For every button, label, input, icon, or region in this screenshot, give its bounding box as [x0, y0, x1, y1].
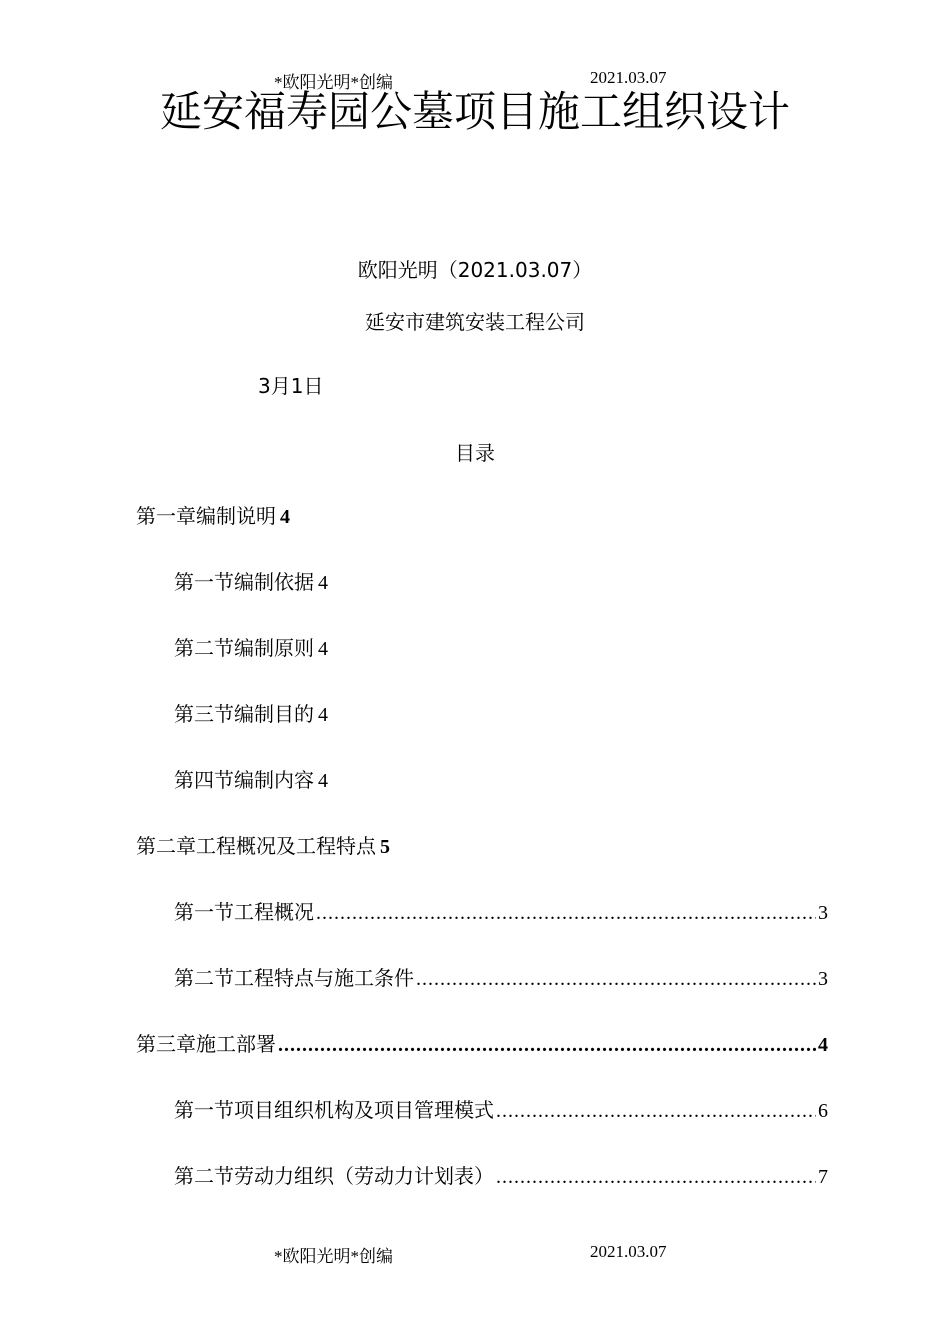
toc-dot-leader	[496, 1162, 816, 1192]
toc-page-number: 4	[318, 770, 328, 792]
toc-entry[interactable]	[136, 1029, 828, 1060]
toc-entry-label: 第三节编制目的	[174, 702, 314, 726]
toc-entry[interactable]	[136, 831, 390, 862]
toc-page-number: 4	[318, 704, 328, 726]
header-author: *欧阳光明*创编	[274, 73, 393, 92]
toc-entry-label: 第二章工程概况及工程特点	[136, 834, 376, 858]
toc-title: 目录	[455, 441, 495, 465]
toc-entry-label: 第四节编制内容	[174, 768, 314, 792]
toc-entry-label: 第二节编制原则	[174, 636, 314, 660]
toc-entry[interactable]	[174, 1095, 828, 1126]
toc-page-number: 3	[818, 968, 828, 990]
toc-page-number: 3	[818, 902, 828, 924]
toc-dot-leader	[316, 898, 816, 928]
toc-dot-leader	[496, 1096, 816, 1126]
toc-entry[interactable]	[174, 633, 328, 664]
toc-page-number: 4	[318, 638, 328, 660]
toc-page-number: 4	[318, 572, 328, 594]
footer-date: 2021.03.07	[590, 1242, 667, 1261]
toc-entry[interactable]	[174, 963, 828, 994]
toc-entry[interactable]	[174, 765, 328, 796]
header-date: 2021.03.07	[590, 68, 667, 87]
toc-dot-leader	[416, 964, 816, 994]
toc-dot-leader	[278, 1030, 816, 1060]
toc-page-number: 5	[380, 836, 390, 858]
toc-entry-label: 第一节项目组织机构及项目管理模式	[174, 1098, 494, 1122]
toc-entry-label: 第一章编制说明	[136, 504, 276, 528]
author-line: 欧阳光明（2021.03.07）	[357, 258, 593, 282]
toc-entry-label: 第二节工程特点与施工条件	[174, 966, 414, 990]
toc-entry[interactable]	[174, 699, 328, 730]
toc-entry[interactable]	[174, 567, 328, 598]
toc-entry-label: 第一节工程概况	[174, 900, 314, 924]
footer-author: *欧阳光明*创编	[274, 1247, 393, 1266]
document-date: 3月1日	[258, 374, 324, 398]
toc-entry-label: 第三章施工部署	[136, 1032, 276, 1056]
toc-entry[interactable]	[174, 1161, 828, 1192]
toc-entry-label: 第一节编制依据	[174, 570, 314, 594]
toc-entry[interactable]	[174, 897, 828, 928]
document-title: 延安福寿园公墓项目施工组织设计	[159, 87, 790, 136]
toc-page-number: 6	[818, 1100, 828, 1122]
toc-page-number: 7	[818, 1166, 828, 1188]
toc-page-number: 4	[818, 1034, 828, 1056]
toc-entry-label: 第二节劳动力组织（劳动力计划表）	[174, 1164, 494, 1188]
toc-entry[interactable]	[136, 501, 290, 532]
toc-page-number: 4	[280, 506, 290, 528]
company-name: 延安市建筑安装工程公司	[365, 310, 585, 334]
